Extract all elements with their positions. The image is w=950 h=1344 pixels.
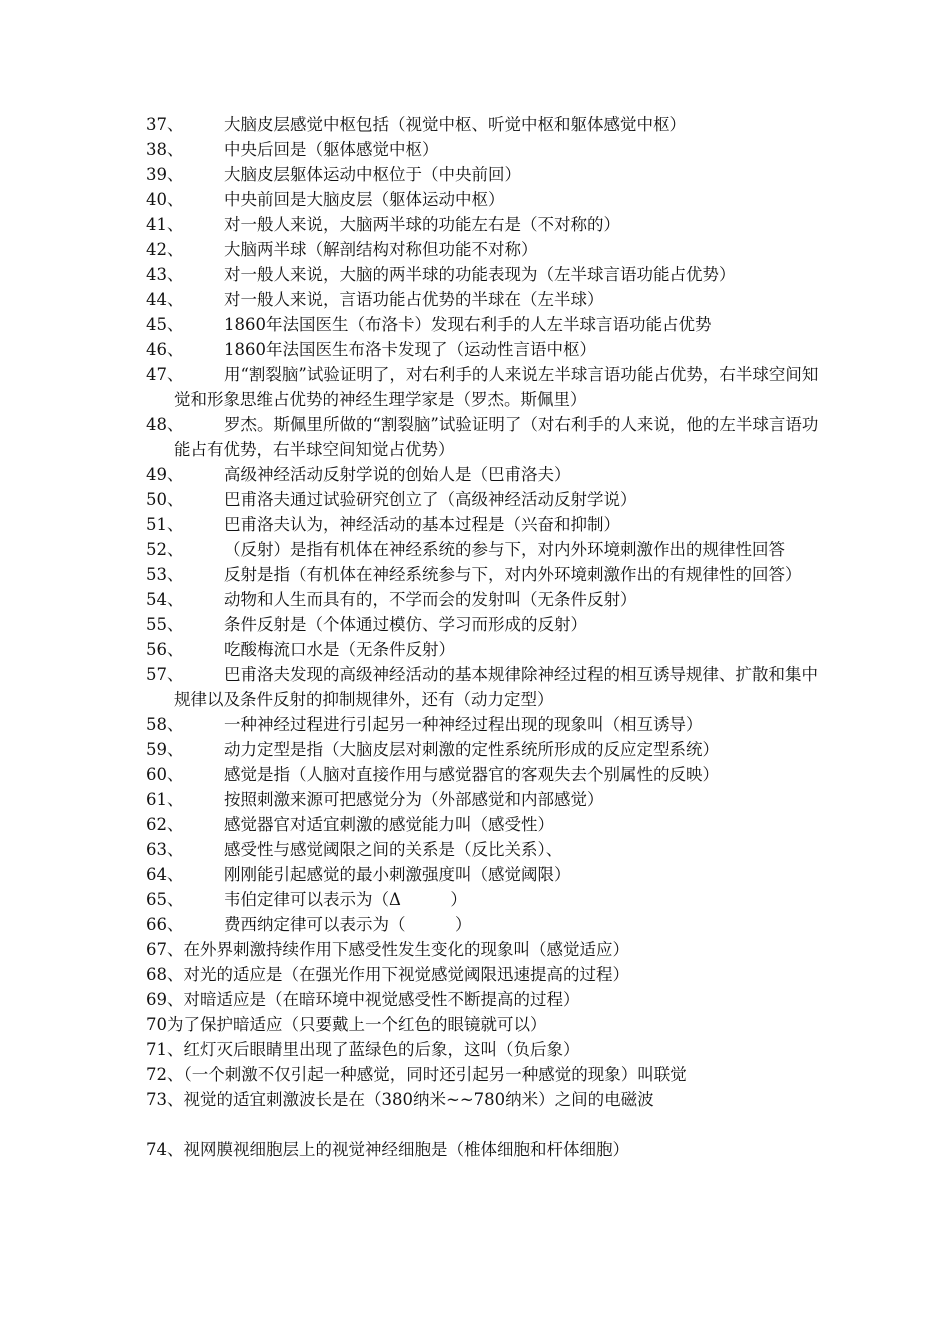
item-number: 56、: [146, 640, 184, 659]
item-text: 中央后回是（躯体感觉中枢）: [224, 140, 439, 159]
list-item: [146, 112, 826, 137]
item-number: 58、: [146, 715, 184, 734]
item-text: 视网膜视细胞层上的视觉神经细胞是（椎体细胞和杆体细胞）: [183, 1140, 629, 1159]
list-item: [146, 162, 826, 187]
item-text: 一种神经过程进行引起另一种神经过程出现的现象叫（相互诱导）: [224, 715, 703, 734]
item-number: 49、: [146, 465, 184, 484]
list-item: [146, 187, 826, 212]
item-number: 54、: [146, 590, 184, 609]
list-item: [146, 287, 826, 312]
item-text: （一个刺激不仅引起一种感觉，同时还引起另一种感觉的现象）叫联觉: [183, 1065, 687, 1084]
item-number: 57、: [146, 665, 184, 684]
item-text: 罗杰。斯佩里所做的“割裂脑”试验证明了（对右利手的人来说，他的左半球言语功能占有优势，右半球空间知觉占优势）: [174, 415, 819, 459]
item-number: 51、: [146, 515, 184, 534]
list-item: [146, 412, 826, 462]
item-number: 48、: [146, 415, 184, 434]
item-text: 高级神经活动反射学说的创始人是（巴甫洛夫）: [224, 465, 571, 484]
item-number: 43、: [146, 265, 184, 284]
item-number: 70: [146, 1015, 167, 1034]
item-text: （反射）是指有机体在神经系统的参与下，对内外环境刺激作出的规律性回答: [224, 540, 785, 559]
item-text: 对暗适应是（在暗环境中视觉感受性不断提高的过程）: [183, 990, 580, 1009]
item-text: 对一般人来说，大脑的两半球的功能表现为（左半球言语功能占优势）: [224, 265, 736, 284]
item-number: 69、: [146, 990, 184, 1009]
list-item: [146, 1012, 826, 1037]
item-number: 52、: [146, 540, 184, 559]
item-number: 68、: [146, 965, 184, 984]
blank-line: [146, 1112, 826, 1137]
item-text: 对一般人来说，言语功能占优势的半球在（左半球）: [224, 290, 604, 309]
item-number: 50、: [146, 490, 184, 509]
list-item: [146, 1062, 826, 1087]
item-text: 按照刺激来源可把感觉分为（外部感觉和内部感觉）: [224, 790, 604, 809]
question-list: [146, 112, 826, 1162]
item-number: 59、: [146, 740, 184, 759]
item-number: 62、: [146, 815, 184, 834]
list-item: [146, 1037, 826, 1062]
list-item: [146, 362, 826, 412]
item-text: 用“割裂脑”试验证明了，对右利手的人来说左半球言语功能占优势，右半球空间知觉和形象思维占优势的神经生理学家是（罗杰。斯佩里）: [174, 365, 819, 409]
item-number: 64、: [146, 865, 184, 884]
list-item: [146, 712, 826, 737]
item-text: 条件反射是（个体通过模仿、学习而形成的反射）: [224, 615, 587, 634]
list-item: [146, 587, 826, 612]
list-item: [146, 912, 826, 937]
item-text: 1860年法国医生（布洛卡）发现右利手的人左半球言语功能占优势: [224, 315, 712, 334]
list-item: [146, 262, 826, 287]
list-item: [146, 487, 826, 512]
item-number: 37、: [146, 115, 184, 134]
item-number: 66、: [146, 915, 184, 934]
list-item: [146, 312, 826, 337]
item-text: 中央前回是大脑皮层（躯体运动中枢）: [224, 190, 505, 209]
item-number: 38、: [146, 140, 184, 159]
list-item: [146, 137, 826, 162]
item-text: 动物和人生而具有的，不学而会的发射叫（无条件反射）: [224, 590, 637, 609]
item-number: 42、: [146, 240, 184, 259]
list-item: [146, 1137, 826, 1162]
item-number: 41、: [146, 215, 184, 234]
item-text: 巴甫洛夫发现的高级神经活动的基本规律除神经过程的相互诱导规律、扩散和集中规律以及条件反射的抑制规律外，还有（动力定型）: [174, 665, 818, 709]
list-item: [146, 237, 826, 262]
item-text: 红灯灭后眼睛里出现了蓝绿色的后象，这叫（负后象）: [183, 1040, 580, 1059]
list-item: [146, 937, 826, 962]
item-text: 对一般人来说，大脑两半球的功能左右是（不对称的）: [224, 215, 620, 234]
list-item: [146, 612, 826, 637]
item-text: 刚刚能引起感觉的最小刺激强度叫（感觉阈限）: [224, 865, 571, 884]
list-item: [146, 962, 826, 987]
item-text: 大脑皮层躯体运动中枢位于（中央前回）: [224, 165, 521, 184]
item-text: 对光的适应是（在强光作用下视觉感觉阈限迅速提高的过程）: [183, 965, 629, 984]
list-item: [146, 537, 826, 562]
item-number: 65、: [146, 890, 184, 909]
item-text: 感觉是指（人脑对直接作用与感觉器官的客观失去个别属性的反映）: [224, 765, 719, 784]
item-text: 大脑皮层感觉中枢包括（视觉中枢、听觉中枢和躯体感觉中枢）: [224, 115, 686, 134]
item-text: 在外界刺激持续作用下感受性发生变化的现象叫（感觉适应）: [183, 940, 629, 959]
item-text: 反射是指（有机体在神经系统参与下，对内外环境刺激作出的有规律性的回答）: [224, 565, 802, 584]
item-number: 40、: [146, 190, 184, 209]
list-item: [146, 987, 826, 1012]
item-text: 巴甫洛夫认为，神经活动的基本过程是（兴奋和抑制）: [224, 515, 620, 534]
item-text: 动力定型是指（大脑皮层对刺激的定性系统所形成的反应定型系统）: [224, 740, 719, 759]
list-item: [146, 762, 826, 787]
item-number: 63、: [146, 840, 184, 859]
item-text: 巴甫洛夫通过试验研究创立了（高级神经活动反射学说）: [224, 490, 637, 509]
item-number: 60、: [146, 765, 184, 784]
item-text: 1860年法国医生布洛卡发现了（运动性言语中枢）: [224, 340, 596, 359]
item-number: 39、: [146, 165, 184, 184]
item-text: 大脑两半球（解剖结构对称但功能不对称）: [224, 240, 538, 259]
item-number: 74、: [146, 1140, 184, 1159]
list-item: [146, 1087, 826, 1112]
list-item: [146, 212, 826, 237]
item-number: 55、: [146, 615, 184, 634]
item-number: 44、: [146, 290, 184, 309]
list-item: [146, 862, 826, 887]
item-text: 费西纳定律可以表示为（ ）: [224, 915, 472, 934]
item-text: 韦伯定律可以表示为（Δ ）: [224, 890, 467, 909]
item-text: 感受性与感觉阈限之间的关系是（反比关系）、: [224, 840, 563, 859]
list-item: [146, 887, 826, 912]
item-number: 72、: [146, 1065, 184, 1084]
list-item: [146, 787, 826, 812]
list-item: [146, 812, 826, 837]
item-number: 61、: [146, 790, 184, 809]
item-number: 45、: [146, 315, 184, 334]
item-text: 视觉的适宜刺激波长是在（380纳米~~780纳米）之间的电磁波: [183, 1090, 654, 1109]
list-item: [146, 337, 826, 362]
list-item: [146, 637, 826, 662]
list-item: [146, 837, 826, 862]
item-number: 53、: [146, 565, 184, 584]
item-number: 71、: [146, 1040, 184, 1059]
item-number: 47、: [146, 365, 184, 384]
list-item: [146, 737, 826, 762]
item-number: 46、: [146, 340, 184, 359]
item-text: 为了保护暗适应（只要戴上一个红色的眼镜就可以）: [167, 1015, 547, 1034]
list-item: [146, 662, 826, 712]
list-item: [146, 512, 826, 537]
item-text: 吃酸梅流口水是（无条件反射）: [224, 640, 455, 659]
list-item: [146, 562, 826, 587]
item-number: 67、: [146, 940, 184, 959]
item-text: 感觉器官对适宜刺激的感觉能力叫（感受性）: [224, 815, 554, 834]
item-number: 73、: [146, 1090, 184, 1109]
list-item: [146, 462, 826, 487]
